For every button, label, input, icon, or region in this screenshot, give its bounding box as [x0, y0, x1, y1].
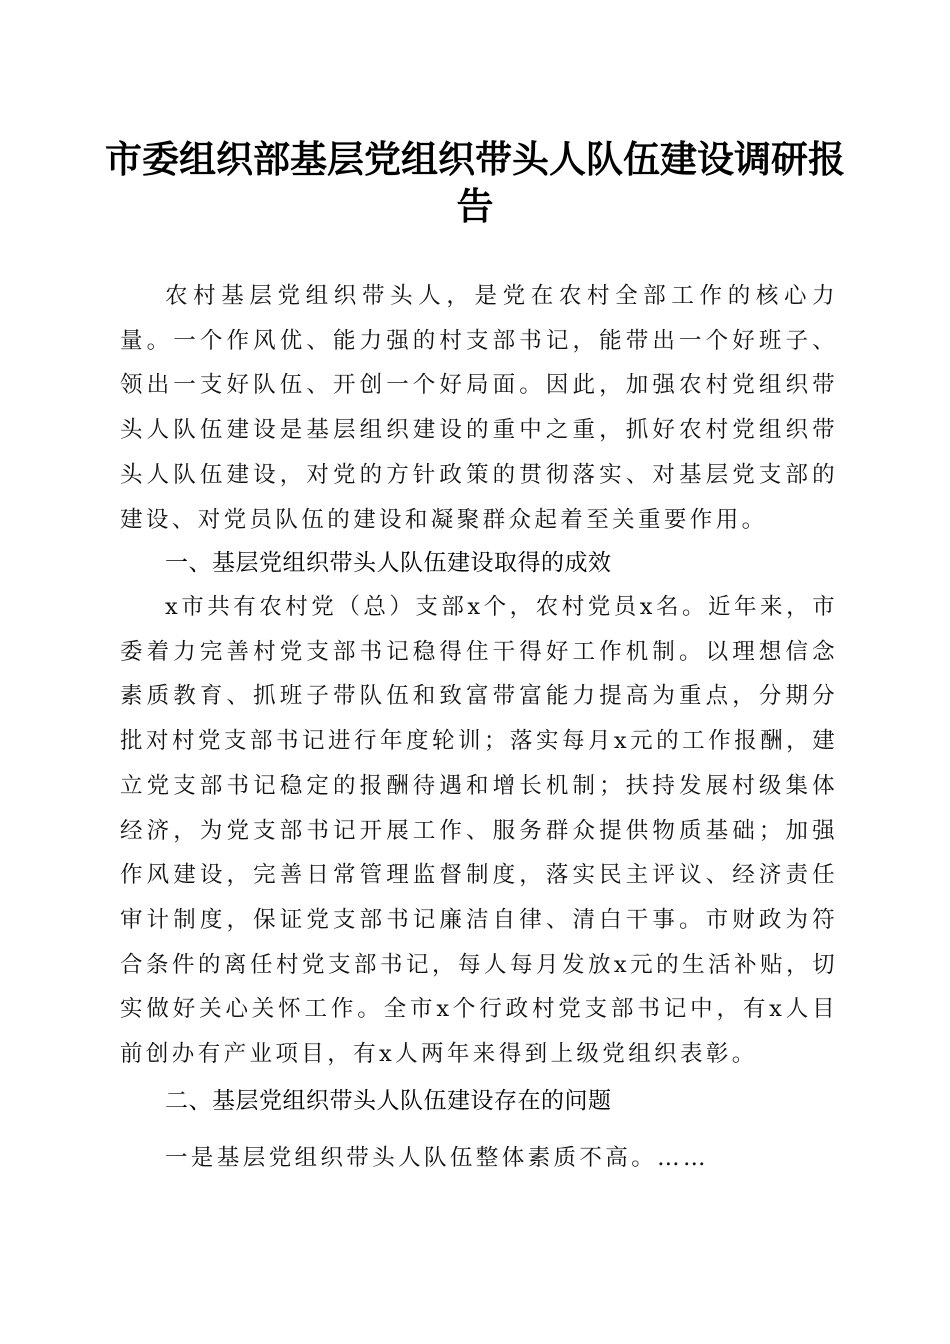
- document-title: 市委组织部基层党组织带头人队伍建设调研报告: [105, 137, 845, 228]
- section-1-paragraph: x市共有农村党（总）支部x个，农村党员x名。近年来，市委着力完善村党支部书记稳得住干得好工作机制。以理想信念素质教育、抓班子带队伍和致富带富能力提高为重点，分期分批对村党支部书记进行年度轮训；落实每月x元的工作报酬，建立党支部书记稳定的报酬待遇和增长机制；扶持发展村级集体经济，为党支部书记开展工作、服务群众提供物质基础；加强作风建设，完善日常管理监督制度，落实民主评议、经济责任审计制度，保证党支部书记廉洁自律、清白干事。市财政为符合条件的离任村党支部书记，每人每月发放x元的生活补贴，切实做好关心关怀工作。全市x个行政村党支部书记中，有x人目前创办有产业项目，有x人两年来得到上级党组织表彰。: [120, 594, 838, 1068]
- section-2-paragraph: 一是基层党组织带头人队伍整体素质不高。……: [165, 1145, 709, 1171]
- section-heading-2: 二、基层党组织带头人队伍建设存在的问题: [165, 1088, 612, 1114]
- section-heading-1: 一、基层党组织带头人队伍建设取得的成效: [165, 550, 612, 576]
- intro-paragraph: 农村基层党组织带头人，是党在农村全部工作的核心力量。一个作风优、能力强的村支部书记，能带出一个好班子、领出一支好队伍、开创一个好局面。因此，加强农村党组织带头人队伍建设是基层组织建设的重中之重，抓好农村党组织带头人队伍建设，对党的方针政策的贯彻落实、对基层党支部的建设、对党员队伍的建设和凝聚群众起着至关重要作用。: [120, 283, 838, 533]
